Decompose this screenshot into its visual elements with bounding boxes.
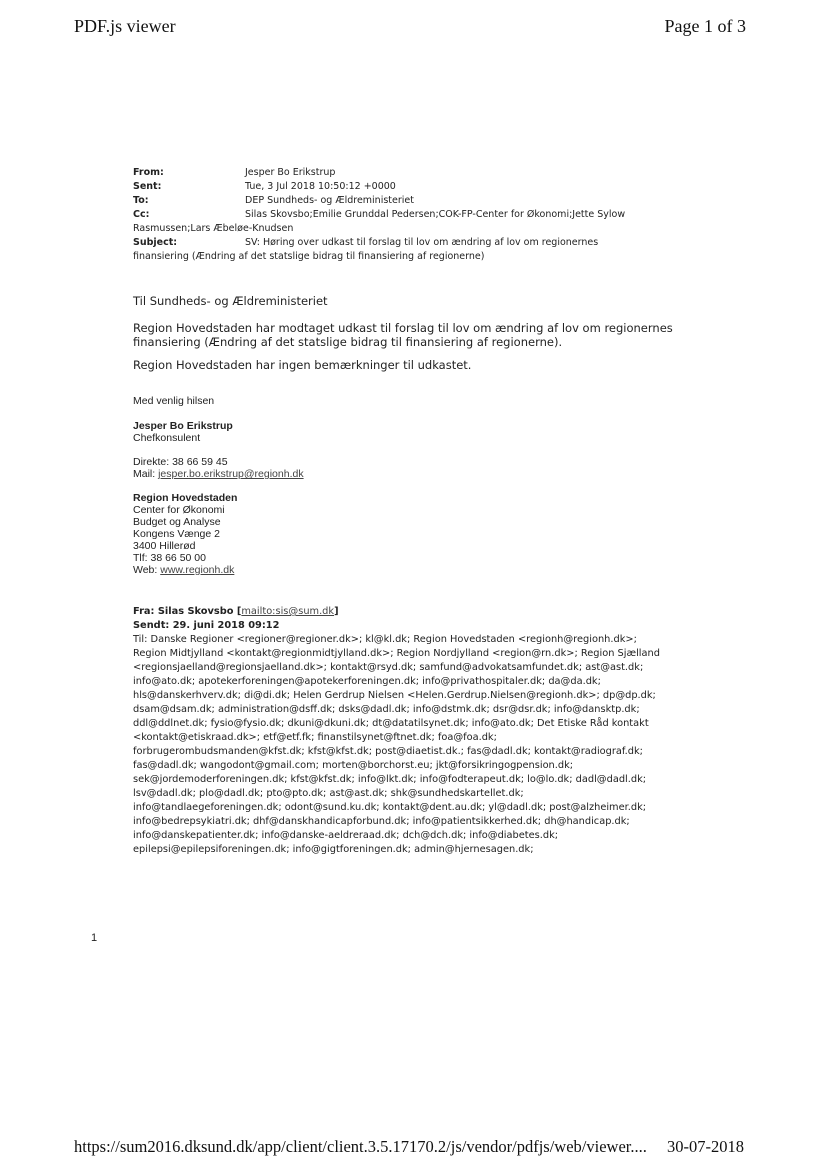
recipients-line: info@tandlaegeforeningen.dk; odont@sund.ku.dk; kontakt@dent.au.dk; yl@dadl.dk; post@alzheimer.dk; — [133, 802, 647, 813]
body-paragraph-1-line-1: Region Hovedstaden har modtaget udkast til forslag til lov om ændring af lov om regionernes — [133, 321, 673, 335]
signature-mail-label: Mail: — [133, 468, 159, 480]
signature-unit: Budget og Analyse — [133, 516, 221, 528]
cc-label: Cc: — [133, 209, 150, 220]
recipients-line: info@bedrepsykiatri.dk; dhf@danskhandicapforbund.dk; info@patientsikkerhed.dk; dh@handicap.dk; — [133, 816, 630, 827]
signature-name: Jesper Bo Erikstrup — [133, 420, 233, 432]
sent-value: Tue, 3 Jul 2018 10:50:12 +0000 — [245, 181, 396, 192]
signature-street: Kongens Vænge 2 — [133, 528, 220, 540]
signature-web-label: Web: — [133, 564, 161, 576]
to-value: DEP Sundheds- og Ældreministeriet — [245, 195, 414, 206]
body-paragraph-2: Region Hovedstaden har ingen bemærkninger til udkastet. — [133, 358, 472, 372]
recipients-line: sek@jordemoderforeningen.dk; kfst@kfst.dk; info@lkt.dk; info@fodterapeut.dk; lo@lo.dk; dadl@dadl.dk; — [133, 774, 647, 785]
body-paragraph-1-line-2: finansiering (Ændring af det statslige bidrag til finansiering af regionerne). — [133, 335, 563, 349]
recipients-line: <kontakt@etiskraad.dk>; etf@etf.fk; finanstilsynet@ftnet.dk; foa@foa.dk; — [133, 732, 497, 743]
forwarded-from-mailto-link[interactable]: mailto:sis@sum.dk — [241, 606, 335, 617]
signature-mail-link[interactable]: jesper.bo.erikstrup@regionh.dk — [158, 468, 304, 480]
recipients-line: lsv@dadl.dk; plo@dadl.dk; pto@pto.dk; ast@ast.dk; shk@sundhedskartellet.dk; — [133, 788, 524, 799]
cc-value-cont: Rasmussen;Lars Æbeløe-Knudsen — [133, 223, 294, 234]
signature-mail-line — [133, 468, 304, 480]
forwarded-from-prefix: Fra: Silas Skovsbo [ — [133, 606, 242, 617]
recipients-line: Til: Danske Regioner <regioner@regioner.dk>; kl@kl.dk; Region Hovedstaden <regionh@regionh.dk>; — [133, 634, 637, 645]
sent-label: Sent: — [133, 181, 162, 192]
signature-city: 3400 Hillerød — [133, 540, 196, 552]
recipients-line: ddl@ddlnet.dk; fysio@fysio.dk; dkuni@dkuni.dk; dt@datatilsynet.dk; info@ato.dk; Det Etiske Råd kontakt — [133, 718, 649, 729]
signature-web-line — [133, 564, 234, 576]
print-footer-url: https://sum2016.dksund.dk/app/client/client.3.5.17170.2/js/vendor/pdfjs/web/viewer.... — [74, 1137, 647, 1156]
forwarded-from-line — [133, 605, 339, 619]
signature-closing: Med venlig hilsen — [133, 395, 215, 407]
from-value: Jesper Bo Erikstrup — [245, 167, 336, 178]
cc-value: Silas Skovsbo;Emilie Grunddal Pedersen;COK-FP-Center for Økonomi;Jette Sylow — [245, 209, 626, 220]
signature-org: Region Hovedstaden — [133, 492, 238, 504]
recipients-line: epilepsi@epilepsiforeningen.dk; info@gigtforeningen.dk; admin@hjernesagen.dk; — [133, 844, 534, 855]
signature-direct-phone: Direkte: 38 66 59 45 — [133, 456, 228, 468]
recipients-line: Region Midtjylland <kontakt@regionmidtjylland.dk>; Region Nordjylland <region@rn.dk>; Region Sjælland — [133, 648, 660, 659]
recipients-line: fas@dadl.dk; wangodont@gmail.com; morten@borchorst.eu; jkt@forsikringogpension.dk; — [133, 760, 574, 771]
signature-web-link[interactable]: www.regionh.dk — [160, 564, 235, 576]
subject-value-cont: finansiering (Ændring af det statslige bidrag til finansiering af regionerne) — [133, 251, 485, 262]
subject-value: SV: Høring over udkast til forslag til lov om ændring af lov om regionernes — [245, 237, 599, 248]
subject-label: Subject: — [133, 237, 178, 248]
signature-dept: Center for Økonomi — [133, 504, 225, 516]
recipients-line: dsam@dsam.dk; administration@dsff.dk; dsks@dadl.dk; info@dstmk.dk; dsr@dsr.dk; info@dansktp.dk; — [133, 704, 640, 715]
forwarded-from-suffix: ] — [334, 606, 339, 617]
print-footer-date: 30-07-2018 — [667, 1137, 744, 1156]
page-number: 1 — [91, 932, 98, 944]
from-label: From: — [133, 167, 164, 178]
greeting: Til Sundheds- og Ældreministeriet — [133, 294, 328, 308]
recipients-line: <regionsjaelland@regionsjaelland.dk>; kontakt@rsyd.dk; samfund@advokatsamfundet.dk; ast@ast.dk; — [133, 662, 644, 673]
forwarded-sent: Sendt: 29. juni 2018 09:12 — [133, 620, 280, 631]
recipients-line: info@ato.dk; apotekerforeningen@apotekerforeningen.dk; info@privathospitaler.dk; da@da.dk; — [133, 676, 601, 687]
signature-title: Chefkonsulent — [133, 432, 201, 444]
recipients-line: hls@danskerhverv.dk; di@di.dk; Helen Gerdrup Nielsen <Helen.Gerdrup.Nielsen@regionh.dk>; dp@dp.dk; — [133, 690, 656, 701]
recipients-line: info@danskepatienter.dk; info@danske-aeldreraad.dk; dch@dch.dk; info@diabetes.dk; — [133, 830, 559, 841]
recipients-line: forbrugerombudsmanden@kfst.dk; kfst@kfst.dk; post@diaetist.dk.; fas@dadl.dk; kontakt@radiograf.dk; — [133, 746, 643, 757]
signature-phone: Tlf: 38 66 50 00 — [133, 552, 206, 564]
print-header-title: PDF.js viewer — [74, 16, 176, 36]
to-label: To: — [133, 195, 149, 206]
print-header-page: Page 1 of 3 — [664, 16, 746, 36]
